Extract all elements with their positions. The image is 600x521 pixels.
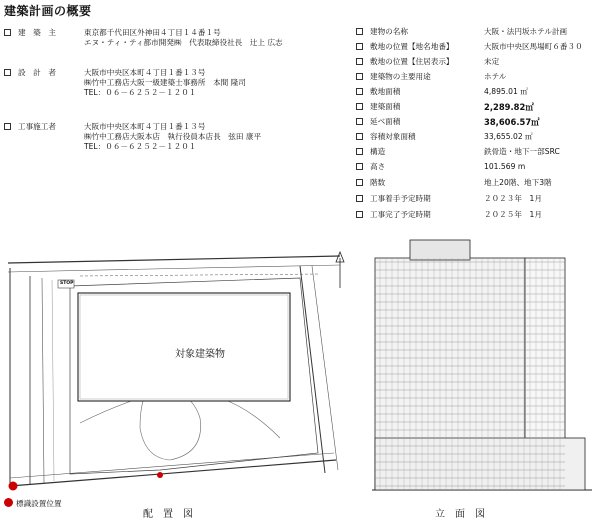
checkbox-icon bbox=[356, 118, 363, 125]
info-value: ２０２３年 1月 bbox=[484, 194, 542, 203]
owner-line-2: エヌ・ティ・ティ都市開発㈱ 代表取締役社長 辻上 広志 bbox=[84, 38, 283, 47]
info-row bbox=[356, 210, 598, 220]
checkbox-icon bbox=[356, 148, 363, 155]
checkbox-icon bbox=[356, 195, 363, 202]
info-row bbox=[356, 178, 598, 188]
info-value: 地上20階、地下3階 bbox=[484, 178, 552, 187]
page-title: 建築計画の概要 bbox=[4, 4, 92, 18]
info-value: 101.569 m bbox=[484, 162, 526, 171]
info-value: ホテル bbox=[484, 72, 507, 81]
checkbox-icon bbox=[356, 133, 363, 140]
owner-label: 建 築 主 bbox=[18, 28, 56, 37]
legend-label: 標識設置位置 bbox=[16, 499, 62, 508]
checkbox-icon bbox=[356, 179, 363, 186]
target-building-label: 対象建築物 bbox=[175, 349, 225, 360]
info-label: 工事完了予定時期 bbox=[370, 210, 431, 219]
owner-line-1: 東京都千代田区外神田４丁目１４番１号 bbox=[84, 28, 221, 37]
info-row bbox=[356, 42, 598, 52]
info-value: 大阪市中央区馬場町６番３０ bbox=[484, 42, 583, 51]
info-row bbox=[356, 194, 598, 204]
checkbox-icon bbox=[4, 69, 11, 76]
info-label: 階数 bbox=[370, 178, 386, 187]
info-label: 構造 bbox=[370, 147, 386, 156]
elevation-caption: 立面図 bbox=[435, 509, 495, 520]
checkbox-icon bbox=[356, 211, 363, 218]
info-row bbox=[356, 102, 598, 112]
checkbox-icon bbox=[356, 43, 363, 50]
info-value: 鉄骨造・地下一部SRC bbox=[484, 147, 560, 156]
checkbox-icon bbox=[356, 103, 363, 110]
info-label: 高さ bbox=[370, 162, 386, 171]
sign-marker-icon bbox=[157, 472, 163, 478]
site-plan-drawing bbox=[0, 248, 360, 498]
info-label: 敷地の位置【住居表示】 bbox=[370, 57, 454, 66]
designer-line-3: TEL：０６－６２５２－１２０１ bbox=[84, 88, 197, 97]
checkbox-icon bbox=[4, 123, 11, 130]
info-value: ２０２５年 1月 bbox=[484, 210, 542, 219]
info-value: 33,655.02 ㎡ bbox=[484, 132, 533, 141]
contractor-line-2: ㈱竹中工務店大阪本店 執行役員本店長 弦田 康平 bbox=[84, 132, 262, 141]
info-value: 4,895.01 ㎡ bbox=[484, 87, 528, 96]
info-value: 未定 bbox=[484, 57, 500, 66]
info-value: 2,289.82㎡ bbox=[484, 102, 534, 112]
info-row bbox=[356, 162, 598, 172]
info-row bbox=[356, 132, 598, 142]
info-label: 敷地面積 bbox=[370, 87, 401, 96]
contractor-row bbox=[4, 122, 334, 154]
info-row bbox=[356, 72, 598, 82]
contractor-line-1: 大阪市中央区本町４丁目１番１３号 bbox=[84, 122, 206, 131]
checkbox-icon bbox=[356, 28, 363, 35]
sign-marker-icon bbox=[9, 482, 18, 491]
checkbox-icon bbox=[356, 58, 363, 65]
checkbox-icon bbox=[356, 88, 363, 95]
legend-marker-icon bbox=[4, 498, 13, 507]
checkbox-icon bbox=[4, 29, 11, 36]
info-value: 38,606.57㎡ bbox=[484, 117, 540, 127]
info-row bbox=[356, 147, 598, 157]
info-row bbox=[356, 27, 598, 37]
designer-line-2: ㈱竹中工務店大阪一級建築士事務所 本間 隆司 bbox=[84, 78, 246, 87]
owner-row bbox=[4, 28, 334, 50]
info-row bbox=[356, 117, 598, 127]
info-row bbox=[356, 87, 598, 97]
info-label: 建物の名称 bbox=[370, 27, 408, 36]
info-label: 敷地の位置【地名地番】 bbox=[370, 42, 454, 51]
contractor-label: 工事施工者 bbox=[18, 122, 56, 131]
info-label: 容積対象面積 bbox=[370, 132, 416, 141]
checkbox-icon bbox=[356, 163, 363, 170]
designer-line-1: 大阪市中央区本町４丁目１番１３号 bbox=[84, 68, 206, 77]
designer-label: 設 計 者 bbox=[18, 68, 56, 77]
info-label: 建築面積 bbox=[370, 102, 401, 111]
info-label: 建築物の主要用途 bbox=[370, 72, 431, 81]
site-plan-caption: 配置図 bbox=[143, 509, 203, 520]
elevation-drawing bbox=[370, 238, 595, 500]
info-label: 工事着手予定時期 bbox=[370, 194, 431, 203]
info-label: 延べ面積 bbox=[370, 117, 401, 126]
info-row bbox=[356, 57, 598, 67]
designer-row bbox=[4, 68, 334, 100]
stop-label: STOP bbox=[60, 281, 74, 286]
contractor-line-3: TEL：０６－６２５２－１２０１ bbox=[84, 142, 197, 151]
info-value: 大阪・法円坂ホテル計画 bbox=[484, 27, 568, 36]
checkbox-icon bbox=[356, 73, 363, 80]
